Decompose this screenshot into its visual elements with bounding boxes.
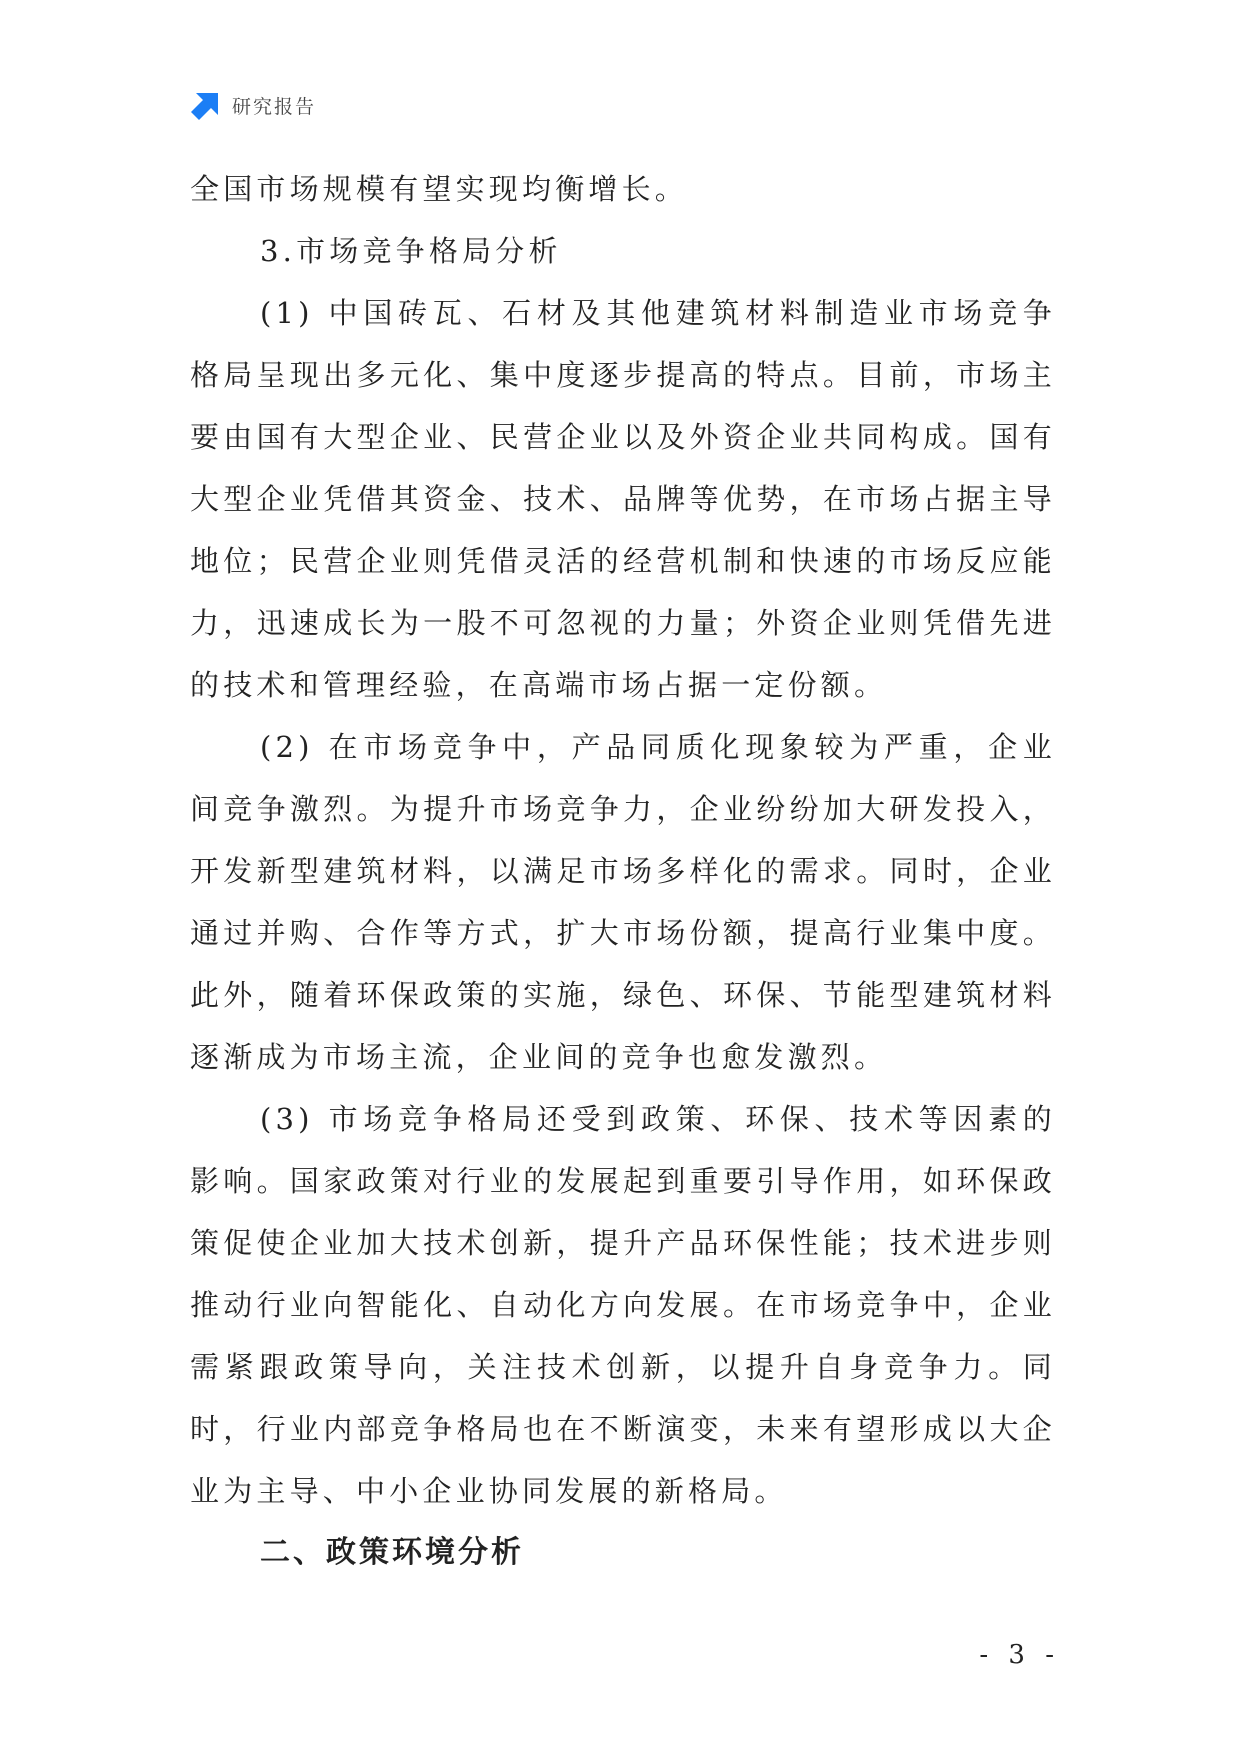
header-title: 研究报告 <box>232 95 317 118</box>
page-header <box>190 88 316 122</box>
section-heading: 3.市场竞争格局分析 <box>260 234 562 268</box>
intro-line: 全国市场规模有望实现均衡增长。 <box>190 172 689 206</box>
page-number: - 3 - <box>979 1640 1060 1670</box>
arrow-up-right-icon <box>190 89 222 121</box>
document-body <box>190 158 1056 1584</box>
paragraph-1: (1) 中国砖瓦、石材及其他建筑材料制造业市场竞争格局呈现出多元化、集中度逐步提高的特点。目前，市场主要由国有大型企业、民营企业以及外资企业共同构成。国有大型企业凭借其资金、技术、品牌等优势，在市场占据主导地位；民营企业则凭借灵活的经营机制和快速的市场反应能力，迅速成长为一股不可忽视的力量；外资企业则凭借先进的技术和管理经验，在高端市场占据一定份额。 <box>190 296 1056 702</box>
paragraph-3: (3) 市场竞争格局还受到政策、环保、技术等因素的影响。国家政策对行业的发展起到重要引导作用，如环保政策促使企业加大技术创新，提升产品环保性能；技术进步则推动行业向智能化、自动化方向发展。在市场竞争中，企业需紧跟政策导向，关注技术创新，以提升自身竞争力。同时，行业内部竞争格局也在不断演变，未来有望形成以大企业为主导、中小企业协同发展的新格局。 <box>190 1102 1056 1508</box>
chapter-heading: 二、政策环境分析 <box>260 1535 524 1570</box>
paragraph-2: (2) 在市场竞争中，产品同质化现象较为严重，企业间竞争激烈。为提升市场竞争力，企业纷纷加大研发投入，开发新型建筑材料，以满足市场多样化的需求。同时，企业通过并购、合作等方式，扩大市场份额，提高行业集中度。此外，随着环保政策的实施，绿色、环保、节能型建筑材料逐渐成为市场主流，企业间的竞争也愈发激烈。 <box>190 730 1056 1074</box>
